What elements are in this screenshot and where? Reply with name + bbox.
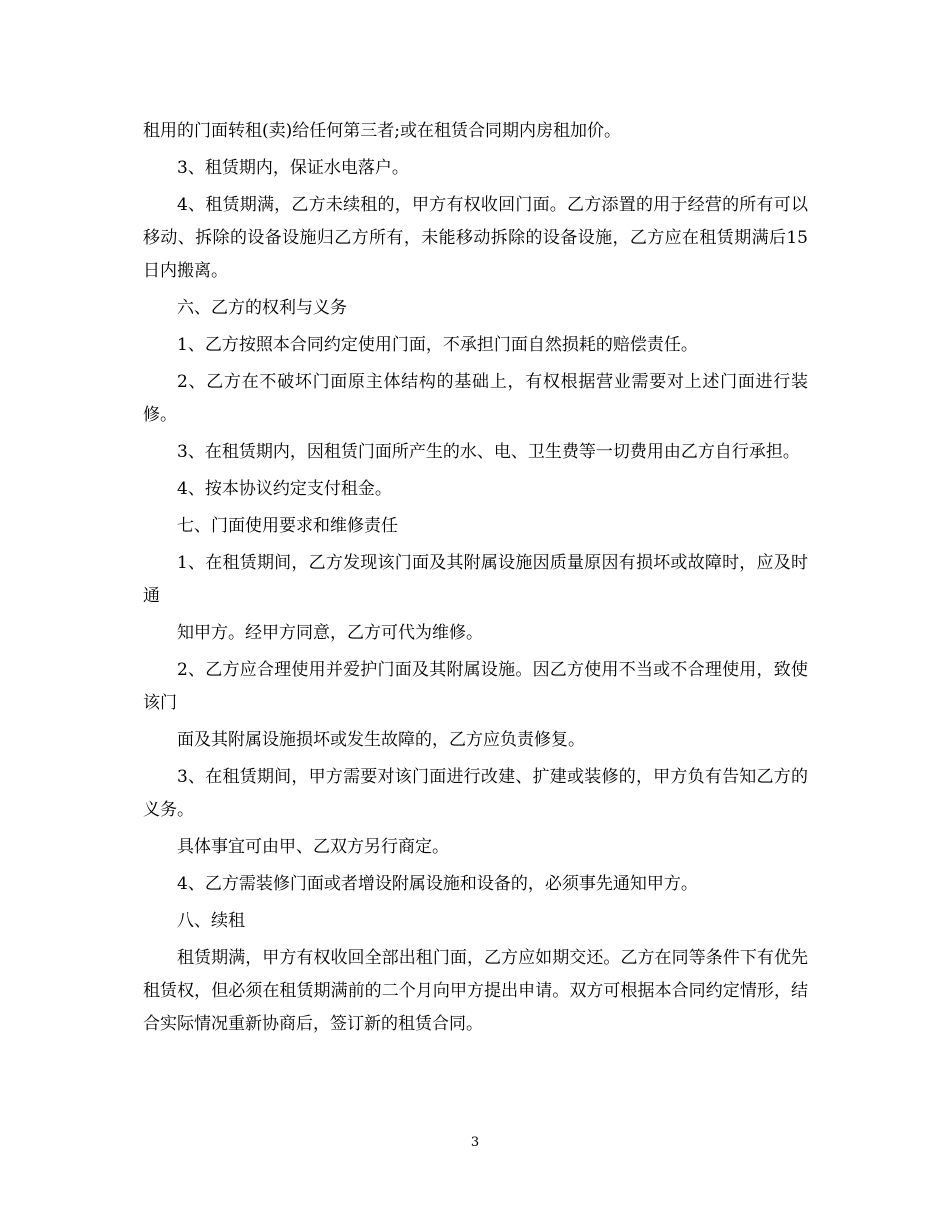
paragraph: 租用的门面转租(卖)给任何第三者;或在租赁合同期内房租加价。 xyxy=(143,121,621,141)
paragraph: 2、乙方在不破坏门面原主体结构的基础上，有权根据营业需要对上述门面进行装修。 xyxy=(143,372,808,425)
paragraph: 4、乙方需装修门面或者增设附属设施和设备的，必须事先通知甲方。 xyxy=(177,874,698,894)
paragraph: 1、乙方按照本合同约定使用门面，不承担门面自然损耗的赔偿责任。 xyxy=(177,335,698,355)
document-body xyxy=(143,115,808,1045)
paragraph: 面及其附属设施损坏或发生故障的，乙方应负责修复。 xyxy=(177,730,585,750)
paragraph: 3、在租赁期内，因租赁门面所产生的水、电、卫生费等一切费用由乙方自行承担。 xyxy=(177,442,800,462)
paragraph: 3、租赁期内，保证水电落户。 xyxy=(177,158,409,178)
paragraph: 具体事宜可由甲、乙双方另行商定。 xyxy=(177,837,449,857)
page-number: 3 xyxy=(470,1135,480,1150)
paragraph: 1、在租赁期间，乙方发现该门面及其附属设施因质量原因有损坏或故障时，应及时通 xyxy=(143,553,808,606)
paragraph: 3、在租赁期间，甲方需要对该门面进行改建、扩建或装修的，甲方负有告知乙方的义务。 xyxy=(143,767,808,820)
paragraph: 4、租赁期满，乙方未续租的，甲方有权收回门面。乙方添置的用于经营的所有可以移动、拆除的设备设施归乙方所有，未能移动拆除的设备设施，乙方应在租赁期满后15日内搬离。 xyxy=(143,195,808,281)
paragraph: 知甲方。经甲方同意，乙方可代为维修。 xyxy=(177,623,483,643)
paragraph: 2、乙方应合理使用并爱护门面及其附属设施。因乙方使用不当或不合理使用，致使该门 xyxy=(143,660,808,713)
section-heading: 八、续租 xyxy=(177,911,245,931)
paragraph: 租赁期满，甲方有权收回全部出租门面，乙方应如期交还。乙方在同等条件下有优先租赁权，但必须在租赁期满前的二个月向甲方提出申请。双方可根据本合同约定情形，结合实际情况重新协商后，签订新的租赁合同。 xyxy=(143,948,808,1034)
paragraph: 4、按本协议约定支付租金。 xyxy=(177,479,392,499)
section-heading: 七、门面使用要求和维修责任 xyxy=(177,516,398,536)
section-heading: 六、乙方的权利与义务 xyxy=(177,298,347,318)
